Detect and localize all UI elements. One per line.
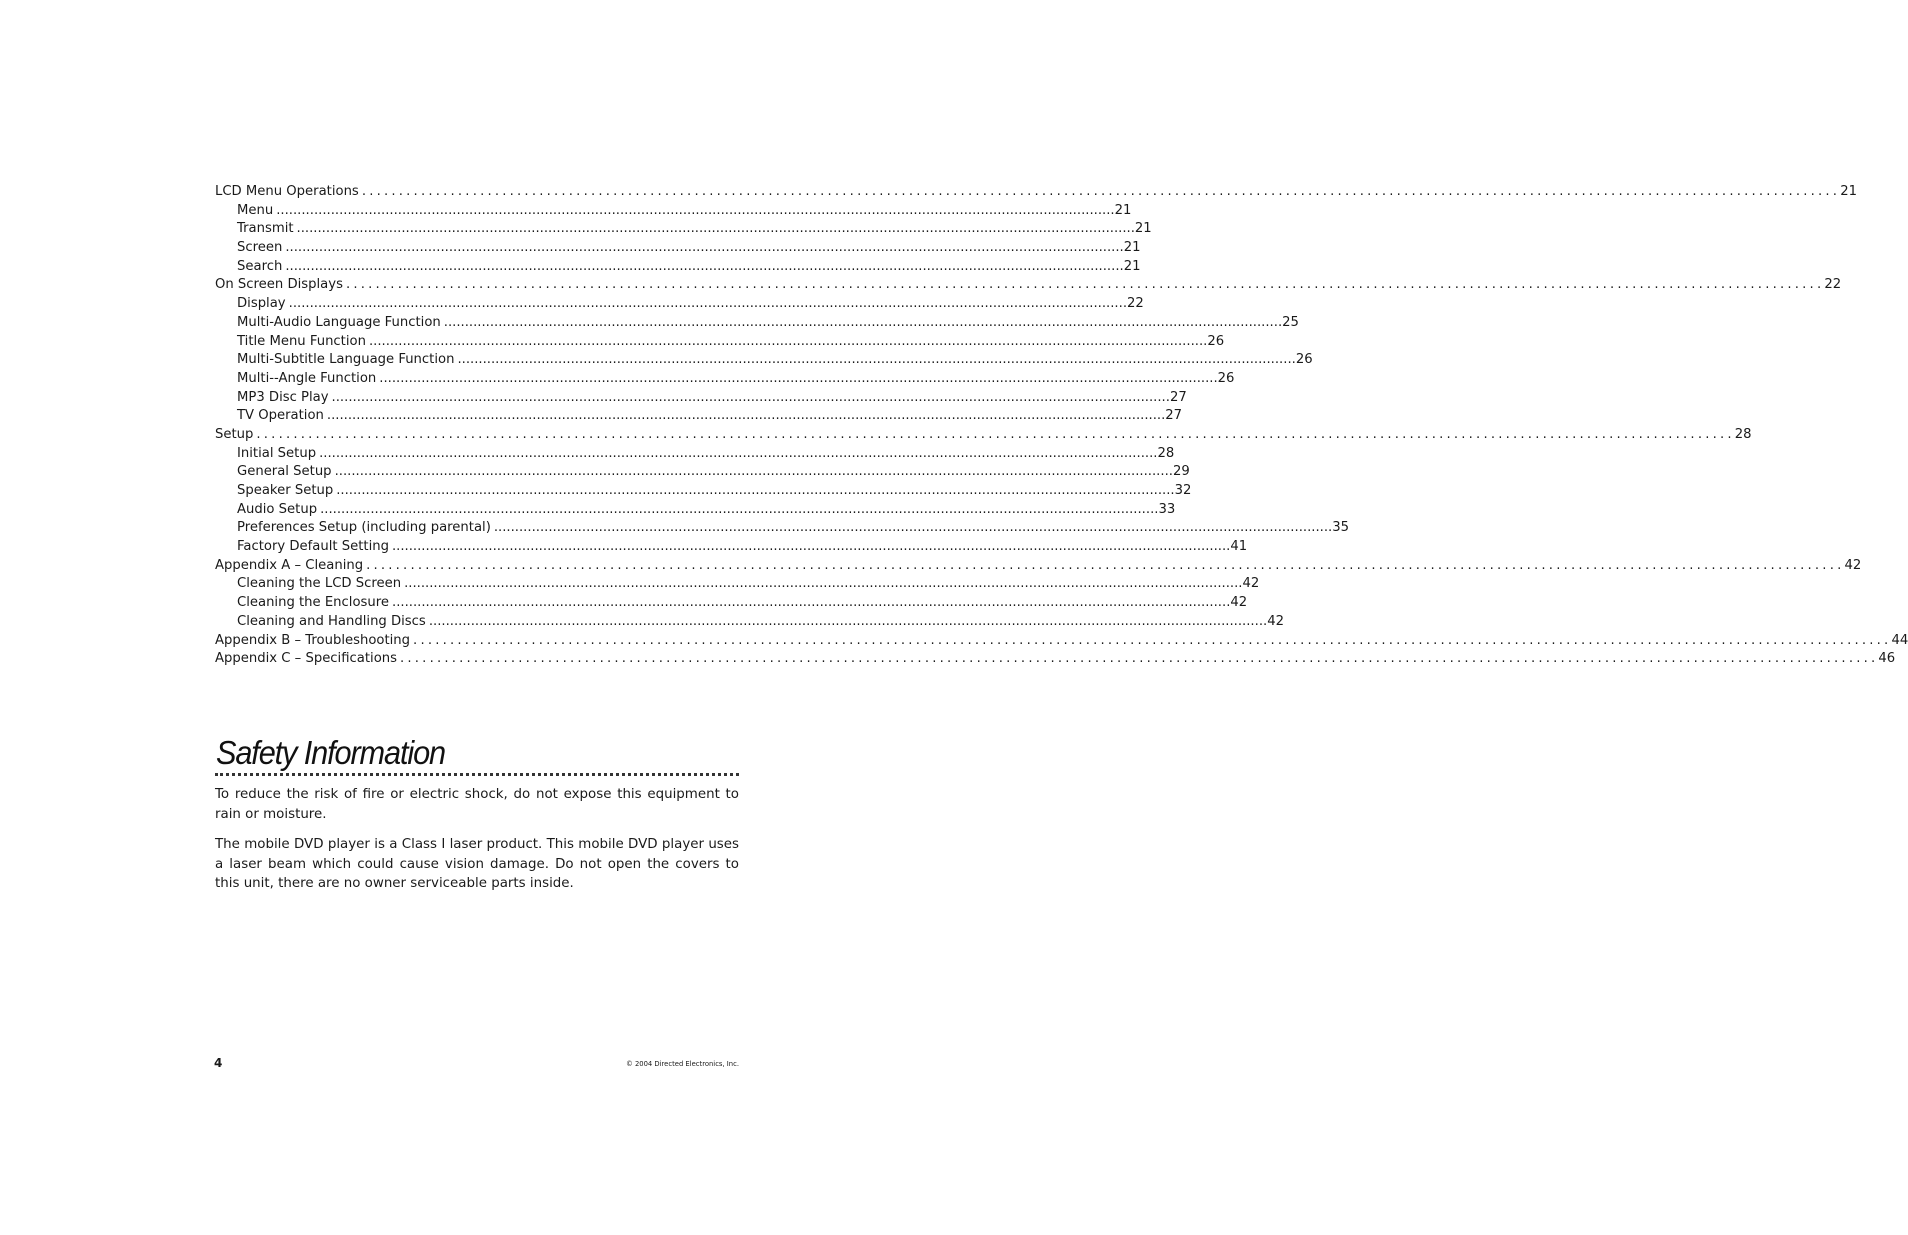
toc-entry-page: 42 [1242,576,1260,592]
toc-dot-leader: ........................................................................................................................................................................................................ [256,426,1735,442]
toc-entry-page: 26 [1295,352,1313,368]
toc-entry [215,650,1896,669]
toc-entry-page: 42 [1267,613,1284,629]
toc-dot-leader: ........................................................................................................................................................................................................ [392,595,1231,611]
toc-entry-label: Factory Default Setting [237,539,389,555]
toc-entry [215,407,1183,426]
toc-entry-page: 21 [1840,184,1857,199]
toc-entry-label: General Setup [237,464,332,480]
toc-dot-leader: ........................................................................................................................................................................................................ [336,483,1175,498]
toc-entry-page: 21 [1114,202,1132,218]
toc-dot-leader: ........................................................................................................................................................................................................ [368,333,1208,349]
dotted-title-rule [215,773,739,776]
toc-entry-page: 21 [1134,221,1152,237]
toc-entry-page: 26 [1217,370,1235,386]
toc-dot-leader: ........................................................................................................................................................................................................ [366,557,1845,573]
toc-entry-page: 29 [1172,464,1190,480]
toc-entry-page: 42 [1230,595,1248,611]
toc-dot-leader: ........................................................................................................................................................................................................ [331,389,1170,405]
toc-entry-page: 26 [1207,333,1225,349]
toc-entry-label: TV Operation [237,408,324,424]
toc-dot-leader: ........................................................................................................................................................................................................ [379,370,1218,386]
toc-dot-leader: ........................................................................................................................................................................................................ [276,202,1115,218]
toc-entry [215,314,1299,333]
toc-dot-leader: ........................................................................................................................................................................................................ [326,408,1166,424]
toc-entry [215,295,1144,314]
toc-dot-leader: ........................................................................................................................................................................................................ [285,240,1124,256]
toc-entry-label: Initial Setup [237,445,317,461]
toc-entry [215,519,1350,538]
toc-dot-leader: ........................................................................................................................................................................................................ [319,445,1158,461]
toc-entry [215,575,1260,594]
toc-entry-page: 27 [1169,389,1187,405]
toc-entry-page: 21 [1123,240,1141,256]
toc-dot-leader: ........................................................................................................................................................................................................ [320,501,1159,517]
toc-dot-leader: ........................................................................................................................................................................................................ [288,296,1128,312]
toc-entry [215,482,1192,501]
toc-entry [215,501,1176,520]
toc-entry-label: Appendix B – Troubleshooting [215,632,411,648]
toc-entry [215,239,1141,258]
toc-entry [215,370,1235,389]
toc-entry-label: Multi-Subtitle Language Function [237,352,455,368]
toc-entry [215,351,1313,370]
toc-entry-label: Cleaning the Enclosure [237,595,389,611]
toc-dot-leader: ........................................................................................................................................................................................................ [400,651,1879,667]
safety-paragraph: The mobile DVD player is a Class I laser product. This mobile DVD player uses a laser beam which could cause vision damage. Do not open the covers to this unit, there are no owner serviceable parts inside. [215,837,739,892]
toc-entry-label: Cleaning and Handling Discs [237,613,426,629]
toc-entry-label: Title Menu Function [237,333,366,349]
toc-entry-label: Appendix C – Specifications [215,651,397,667]
toc-entry-label: Audio Setup [237,501,318,517]
toc-entry-page: 28 [1157,445,1175,461]
toc-dot-leader: ........................................................................................................................................................................................................ [457,352,1296,368]
toc-entry-label: Preferences Setup (including parental) [237,520,491,536]
table-of-contents [215,183,1908,669]
toc-entry-page: 25 [1282,314,1299,330]
toc-dot-leader: ........................................................................................................................................................................................................ [493,520,1333,536]
toc-entry-page: 27 [1165,408,1183,424]
toc-entry-page: 46 [1878,651,1896,667]
toc-entry-label: Speaker Setup [237,483,334,498]
toc-entry-page: 42 [1844,557,1862,573]
toc-entry [215,276,1842,295]
toc-entry-page: 35 [1332,520,1350,536]
toc-dot-leader: ........................................................................................................................................................................................................ [391,539,1231,555]
toc-entry [215,389,1187,408]
toc-dot-leader: ........................................................................................................................................................................................................ [334,464,1173,480]
toc-entry-page: 41 [1230,539,1248,555]
toc-entry-page: 32 [1174,483,1192,498]
toc-entry [215,632,1908,651]
toc-entry-label: LCD Menu Operations [215,184,359,199]
toc-dot-leader: ........................................................................................................................................................................................................ [285,258,1124,274]
toc-entry [215,258,1141,277]
toc-entry-page: 44 [1891,632,1908,648]
toc-entry-label: Menu [237,202,274,218]
toc-dot-leader: ........................................................................................................................................................................................................ [361,184,1841,199]
toc-entry [215,463,1190,482]
toc-entry [215,220,1152,239]
toc-entry-label: Appendix A – Cleaning [215,557,364,573]
toc-entry-label: On Screen Displays [215,277,343,293]
toc-entry [215,445,1175,464]
toc-entry [215,613,1284,632]
toc-dot-leader: ........................................................................................................................................................................................................ [296,221,1135,237]
toc-entry-page: 21 [1123,258,1141,274]
toc-entry [215,594,1248,613]
toc-entry-page: 33 [1158,501,1176,517]
toc-entry [215,426,1752,445]
toc-dot-leader: ........................................................................................................................................................................................................ [404,576,1243,592]
toc-entry-label: MP3 Disc Play [237,389,329,405]
safety-paragraph: To reduce the risk of fire or electric shock, do not expose this equipment to rain or moisture. [215,787,739,822]
toc-entry [215,202,1132,221]
toc-entry-page: 22 [1127,296,1144,312]
toc-entry-label: Cleaning the LCD Screen [237,576,402,592]
toc-dot-leader: ........................................................................................................................................................................................................ [443,314,1283,330]
toc-entry-label: Transmit [237,221,294,237]
page-number: 4 [214,1056,223,1070]
toc-entry-label: Display [237,296,286,312]
section-title: Safety Information [216,734,445,771]
toc-entry-label: Screen [237,240,283,256]
toc-entry [215,538,1248,557]
toc-entry [215,183,1857,202]
copyright-notice: © 2004 Directed Electronics, Inc. [626,1060,739,1068]
toc-dot-leader: ........................................................................................................................................................................................................ [345,277,1825,293]
toc-entry-label: Setup [215,426,254,442]
toc-entry-label: Search [237,258,283,274]
toc-dot-leader: ........................................................................................................................................................................................................ [413,632,1892,648]
toc-entry-page: 22 [1824,277,1842,293]
toc-entry [215,557,1862,576]
toc-entry-label: Multi-Audio Language Function [237,314,441,330]
toc-entry-page: 28 [1734,426,1752,442]
toc-entry-label: Multi--Angle Function [237,370,377,386]
toc-dot-leader: ........................................................................................................................................................................................................ [428,613,1268,629]
toc-entry [215,333,1225,352]
